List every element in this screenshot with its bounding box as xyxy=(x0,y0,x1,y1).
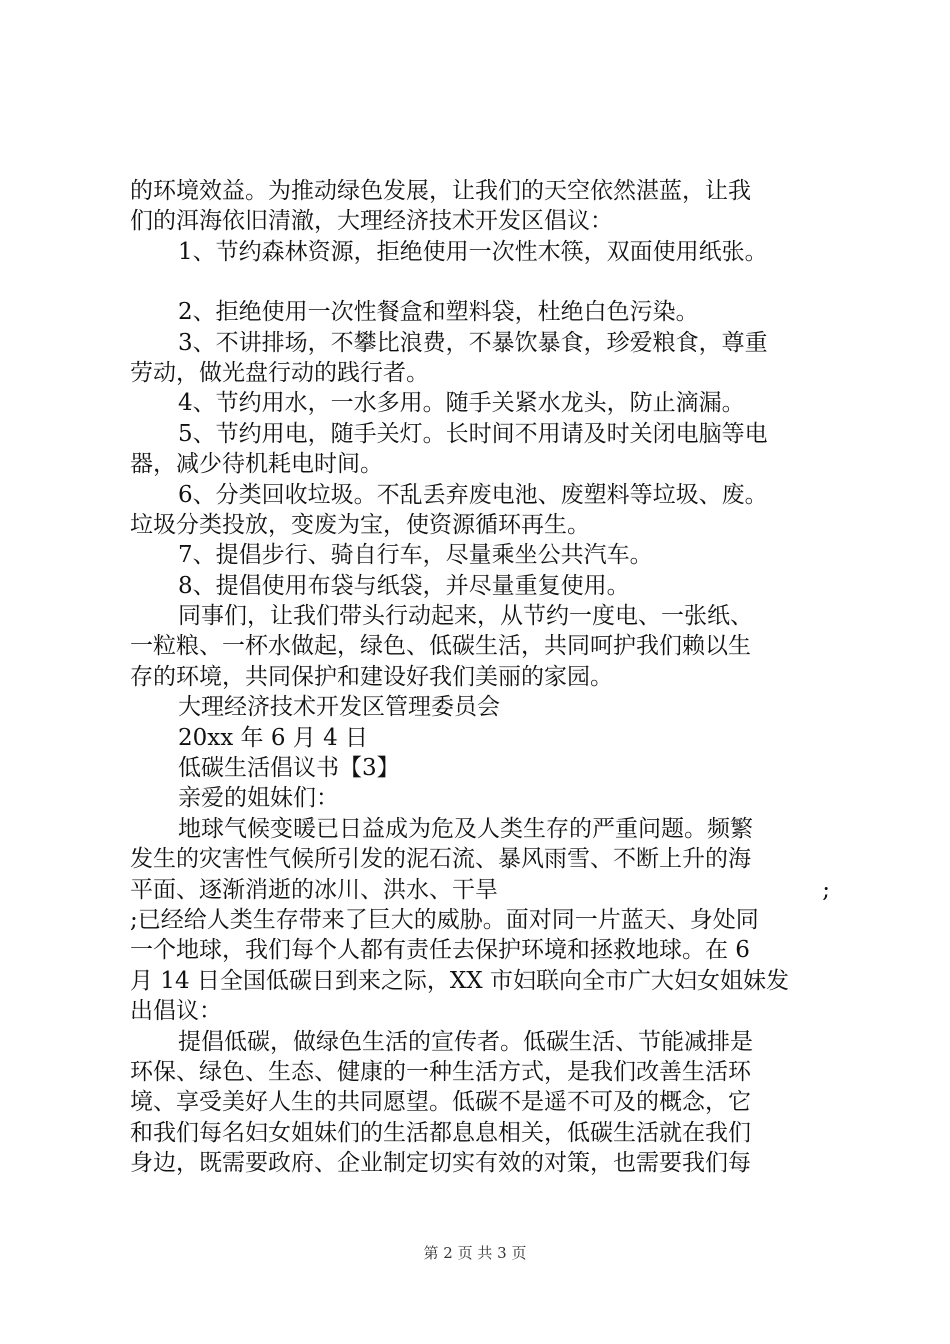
list-item-2: 2、拒绝使用一次性餐盒和塑料袋，杜绝白色污染。 xyxy=(178,299,699,326)
paragraph-line: 出倡议： xyxy=(130,998,222,1025)
paragraph-line: 月 14 日全国低碳日到来之际，XX 市妇联向全市广大妇女姐妹发 xyxy=(130,967,789,994)
list-item-8: 8、提倡使用布袋与纸袋，并尽量重复使用。 xyxy=(178,572,630,599)
paragraph-line: 一粒粮、一杯水做起，绿色、低碳生活，共同呵护我们赖以生 xyxy=(130,633,751,660)
list-item-4: 4、节约用水，一水多用。随手关紧水龙头，防止滴漏。 xyxy=(178,390,745,417)
paragraph-line: 垃圾分类投放，变废为宝，使资源循环再生。 xyxy=(130,511,590,538)
paragraph-line: ;已经给人类生存带来了巨大的威胁。面对同一片蓝天、身处同 xyxy=(130,906,759,933)
paragraph-line: 存的环境，共同保护和建设好我们美丽的家园。 xyxy=(130,663,613,690)
document-body xyxy=(130,176,830,1179)
paragraph-line: 身边，既需要政府、企业制定切实有效的对策，也需要我们每 xyxy=(130,1150,751,1177)
list-item-3: 3、不讲排场，不攀比浪费，不暴饮暴食，珍爱粮食，尊重 xyxy=(178,329,768,356)
paragraph-line-right: ; xyxy=(822,876,830,903)
paragraph-line: 劳动，做光盘行动的践行者。 xyxy=(130,359,429,386)
list-item-5: 5、节约用电，随手关灯。长时间不用请及时关闭电脑等电 xyxy=(178,420,768,447)
paragraph-line: 一个地球，我们每个人都有责任去保护环境和拯救地球。在 6 xyxy=(130,937,750,964)
paragraph-line: 们的洱海依旧清澈，大理经济技术开发区倡议： xyxy=(130,208,613,235)
page-footer: 第 2 页 共 3 页 xyxy=(423,1244,527,1262)
signature-org: 大理经济技术开发区管理委员会 xyxy=(178,694,500,721)
list-item-1: 1、节约森林资源，拒绝使用一次性木筷，双面使用纸张。 xyxy=(178,238,768,265)
blank-gap xyxy=(130,267,830,297)
list-item-7: 7、提倡步行、骑自行车，尽量乘坐公共汽车。 xyxy=(178,542,653,569)
paragraph-line: 提倡低碳，做绿色生活的宣传者。低碳生活、节能减排是 xyxy=(178,1028,753,1055)
section-title: 低碳生活倡议书【3】 xyxy=(178,755,400,782)
signature-date: 20xx 年 6 月 4 日 xyxy=(178,724,369,751)
paragraph-line: 地球气候变暖已日益成为危及人类生存的严重问题。频繁 xyxy=(178,815,753,842)
paragraph-line: 的环境效益。为推动绿色发展，让我们的天空依然湛蓝，让我 xyxy=(130,178,751,204)
paragraph-line: 器，减少待机耗电时间。 xyxy=(130,451,383,478)
paragraph-line: 环保、绿色、生态、健康的一种生活方式，是我们改善生活环 xyxy=(130,1058,751,1085)
paragraph-line-split xyxy=(130,875,830,905)
list-item-6: 6、分类回收垃圾。不乱丢弃废电池、废塑料等垃圾、废。 xyxy=(178,481,768,508)
paragraph-line-left: 平面、逐渐消逝的冰川、洪水、干旱 xyxy=(130,876,498,903)
paragraph-line: 同事们，让我们带头行动起来，从节约一度电、一张纸、 xyxy=(178,603,753,630)
paragraph-line: 境、享受美好人生的共同愿望。低碳不是遥不可及的概念，它 xyxy=(130,1089,751,1116)
paragraph-line: 发生的灾害性气候所引发的泥石流、暴风雨雪、不断上升的海 xyxy=(130,846,751,873)
salutation: 亲爱的姐妹们： xyxy=(178,785,339,812)
paragraph-line: 和我们每名妇女姐妹们的生活都息息相关，低碳生活就在我们 xyxy=(130,1119,751,1146)
